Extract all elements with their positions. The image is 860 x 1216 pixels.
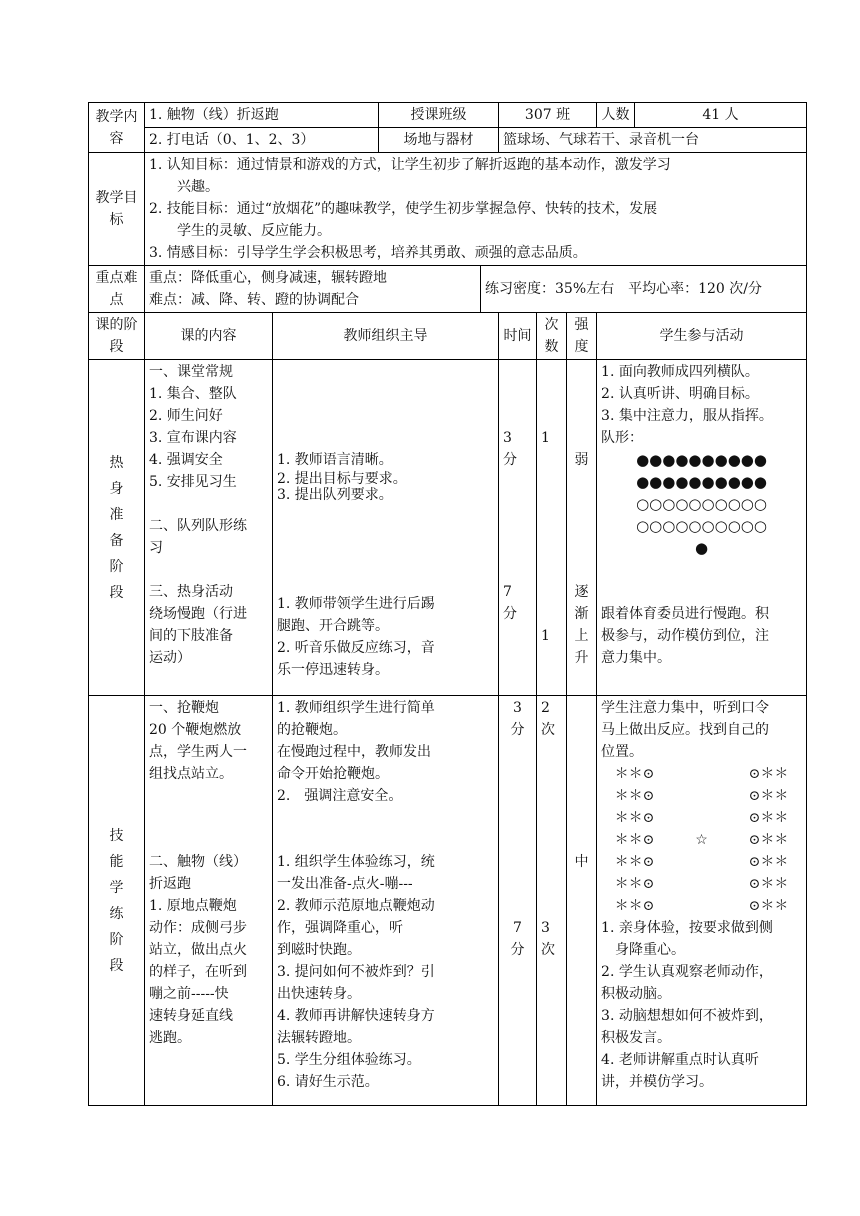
warmup-time: 3 分 7 分 [499, 360, 537, 696]
col-content: 课的内容 [145, 313, 273, 360]
skill-student: 学生注意力集中，听到口令 马上做出反应。找到自己的 位置。 ＊＊⊙ ⊙＊＊ ＊＊⊙ ⊙＊＊ ＊＊⊙ ⊙＊＊ ＊＊⊙ ☆ ⊙＊＊ ＊＊⊙ ⊙＊＊ ＊＊⊙ ⊙＊＊ ＊＊⊙ ⊙＊＊ 1. 亲身体验，按要求做到侧 身降重心。 2. 学生认真观察老师动作， 积极动脑。 3. 动脑想想如何不被炸到， 积极发言。 4. 老师讲解重点时认真听 讲，并模仿学习。 [597, 696, 807, 1106]
skill-content: 一、抢鞭炮 20 个鞭炮燃放 点，学生两人一 组找点站立。 二、触物（线） 折返跑 1. 原地点鞭炮 动作：成侧弓步 站立，做出点火 的样子，在听到 嘣之前-----快 速转身延直线 逃跑。 [145, 696, 273, 1106]
col-reps: 次数 [537, 313, 567, 360]
warmup-reps: 1 1 [537, 360, 567, 696]
col-student: 学生参与活动 [597, 313, 807, 360]
skill-reps: 2 次 3 次 [537, 696, 567, 1106]
formation-teacher: ● [694, 539, 709, 557]
skill-teacher: 1. 教师组织学生进行简单 的抢鞭炮。 在慢跑过程中，教师发出 命令开始抢鞭炮。 2. 强调注意安全。 1. 组织学生体验练习，统 一发出准备-点火-嘣--- 2. 教师示范原地点鞭炮动 作，强调降重心，听 到嗞时快跑。 3. 提问如何不被炸到？引 出快速转身。 4. 教师再讲解快速转身方 法辗转蹬地。 5. 学生分组体验练习。 6. 请好生示范。 [273, 696, 499, 1106]
content-label: 教学内容 [89, 103, 145, 153]
skill-stage: 技能学练阶段 [89, 696, 145, 1106]
goals-label: 教学目标 [89, 153, 145, 266]
lesson-table [88, 102, 807, 1106]
skill-intensity: 中 [567, 696, 597, 1106]
col-time: 时间 [499, 313, 537, 360]
keypoints-label: 重点难点 [89, 266, 145, 313]
count-label: 人数 [597, 103, 635, 128]
lesson-plan [88, 102, 806, 1106]
formation-row: ○○○○○○○○○○ [636, 517, 767, 535]
firecracker-diagram: ＊＊⊙ ⊙＊＊ ＊＊⊙ ⊙＊＊ ＊＊⊙ ⊙＊＊ ＊＊⊙ ☆ ⊙＊＊ ＊＊⊙ ⊙＊＊ ＊＊⊙ ⊙＊＊ ＊＊⊙ ⊙＊＊ [614, 766, 789, 914]
warmup-stage: 热身准备阶段 [89, 360, 145, 696]
formation-diagram [601, 449, 802, 559]
class-value: 307 班 [499, 103, 597, 128]
keypoints-text: 重点：降低重心，侧身减速，辗转蹬地 难点：减、降、转、蹬的协调配合 [145, 266, 481, 313]
formation-row: ●●●●●●●●●● [636, 451, 767, 469]
venue-value: 篮球场、气球若干、录音机一台 [499, 128, 807, 153]
warmup-intensity: 弱 逐 渐 上 升 [567, 360, 597, 696]
formation-row: ○○○○○○○○○○ [636, 495, 767, 513]
goals-text: 1. 认知目标：通过情景和游戏的方式，让学生初步了解折返跑的基本动作，激发学习 兴趣。 2. 技能目标：通过“放烟花”的趣味教学，使学生初步掌握急停、快转的技术，发展 学生的灵敏、反应能力。 3. 情感目标：引导学生学会积极思考，培养其勇敢、顽强的意志品质。 [145, 153, 807, 266]
warmup-student: 1. 面向教师成四列横队。 2. 认真听讲、明确目标。 3. 集中注意力，服从指挥。 队形： ●●●●●●●●●● ●●●●●●●●●● ○○○○○○○○○○ ○○○○○○○○○○ ● 跟着体育委员进行慢跑。积 极参与，动作模仿到位，注 意力集中。 [597, 360, 807, 696]
warmup-teacher: 1. 教师语言清晰。 2. 提出目标与要求。 3. 提出队列要求。 1. 教师带领学生进行后踢 腿跑、开合跳等。 2. 听音乐做反应练习，音 乐一停迅速转身。 [273, 360, 499, 696]
class-label: 授课班级 [379, 103, 499, 128]
skill-time: 3 分 7 分 [499, 696, 537, 1106]
teacher-star-icon: ☆ [695, 832, 708, 848]
venue-label: 场地与器材 [379, 128, 499, 153]
warmup-content: 一、课堂常规 1. 集合、整队 2. 师生问好 3. 宣布课内容 4. 强调安全 5. 安排见习生 二、队列队形练 习 三、热身活动 绕场慢跑（行进 间的下肢准备 运动） [145, 360, 273, 696]
content-item-1: 1. 触物（线）折返跑 [145, 103, 379, 128]
col-teacher: 教师组织主导 [273, 313, 499, 360]
formation-row: ●●●●●●●●●● [636, 473, 767, 491]
col-intensity: 强度 [567, 313, 597, 360]
density-text: 练习密度：35%左右 平均心率：120 次/分 [481, 266, 807, 313]
count-value: 41 人 [635, 103, 807, 128]
content-item-2: 2. 打电话（0、1、2、3） [145, 128, 379, 153]
col-stage: 课的阶段 [89, 313, 145, 360]
